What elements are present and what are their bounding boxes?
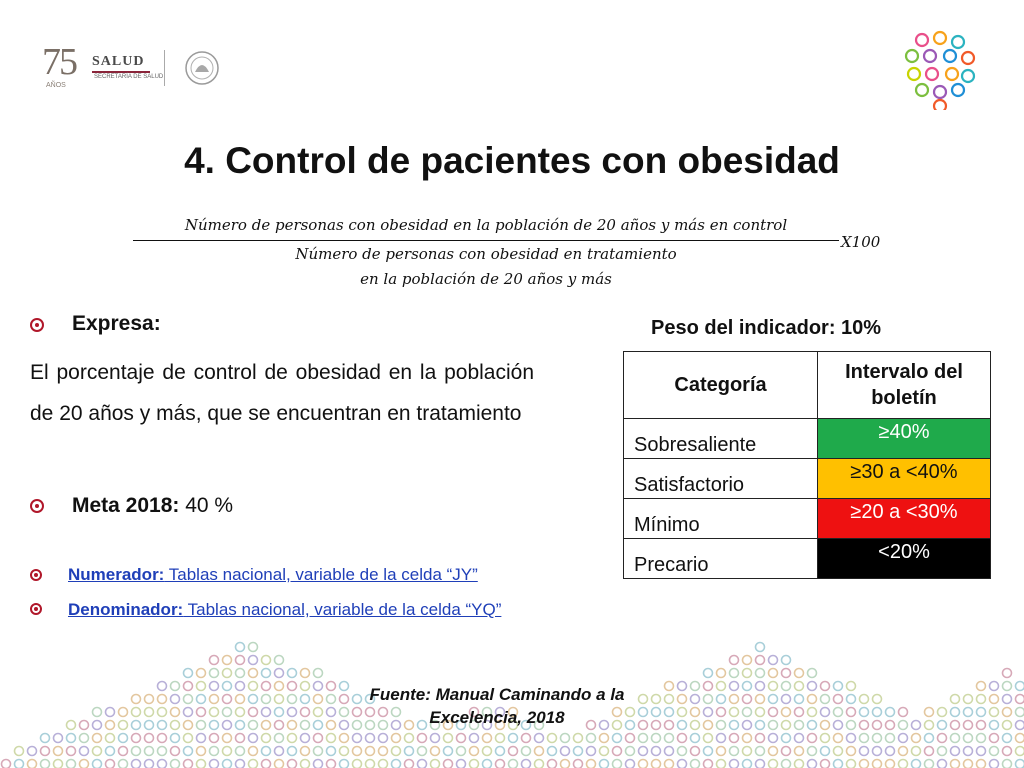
- table-cell-category: Satisfactorio: [624, 459, 818, 499]
- header-categoria: Categoría: [624, 352, 818, 419]
- table-cell-category: Sobresaliente: [624, 419, 818, 459]
- formula-numerator: Número de personas con obesidad en la población de 20 años y más en control: [184, 216, 788, 234]
- logo-divider: [164, 50, 165, 86]
- logo-bar: [92, 71, 150, 73]
- peso-indicador: Peso del indicador: 10%: [651, 317, 882, 339]
- table-cell-interval: ≥20 a <30%: [818, 499, 991, 539]
- denominador-text: Tablas nacional, variable de la celda “YQ”: [183, 600, 502, 619]
- numerador-text: Tablas nacional, variable de la celda “JY”: [164, 565, 478, 584]
- table-row: [624, 539, 991, 579]
- table-cell-interval: ≥30 a <40%: [818, 459, 991, 499]
- colored-rings-logo-icon: [900, 30, 980, 110]
- logo-secretaria: SECRETARÍA DE SALUD: [94, 74, 164, 80]
- bullet-icon: [30, 318, 44, 332]
- denominador-link[interactable]: [68, 600, 501, 620]
- table-row: [624, 419, 991, 459]
- header-intervalo: Intervalo del boletín: [818, 352, 991, 419]
- table-cell-category: Precario: [624, 539, 818, 579]
- expresa-label: Expresa:: [72, 312, 161, 335]
- formula-fraction-line: [133, 240, 839, 241]
- salud-75-logo: [40, 42, 200, 92]
- bullet-icon: [30, 603, 42, 615]
- denominador-label: Denominador:: [68, 600, 184, 619]
- mexico-seal-icon: [184, 50, 220, 86]
- category-table: [623, 351, 991, 579]
- logo-salud: SALUD: [92, 54, 145, 69]
- numerador-link[interactable]: [68, 565, 478, 585]
- table-cell-category: Mínimo: [624, 499, 818, 539]
- bullet-icon: [30, 499, 44, 513]
- logo-75-number: 75: [42, 41, 76, 83]
- bullet-icon: [30, 569, 42, 581]
- meta-line: [72, 494, 233, 518]
- meta-label: Meta 2018:: [72, 494, 180, 517]
- table-cell-interval: <20%: [818, 539, 991, 579]
- numerador-label: Numerador:: [68, 565, 165, 584]
- table-header-row: [624, 352, 991, 419]
- logo-years: AÑOS: [46, 82, 66, 89]
- page-title: 4. Control de pacientes con obesidad: [184, 140, 840, 181]
- meta-value: 40 %: [179, 494, 234, 517]
- formula-denominator-line2: en la población de 20 años y más: [360, 270, 612, 288]
- expresa-text: El porcentaje de control de obesidad en la población de 20 años y más, que se encuentran en tratamiento: [30, 361, 534, 425]
- table-cell-interval: ≥40%: [818, 419, 991, 459]
- table-row: [624, 459, 991, 499]
- formula-multiplier: X100: [841, 233, 881, 251]
- table-row: [624, 499, 991, 539]
- fuente-text: Fuente: Manual Caminando a la Excelencia, 2018: [369, 685, 625, 727]
- formula-denominator-line1: Número de personas con obesidad en tratamiento: [295, 245, 677, 263]
